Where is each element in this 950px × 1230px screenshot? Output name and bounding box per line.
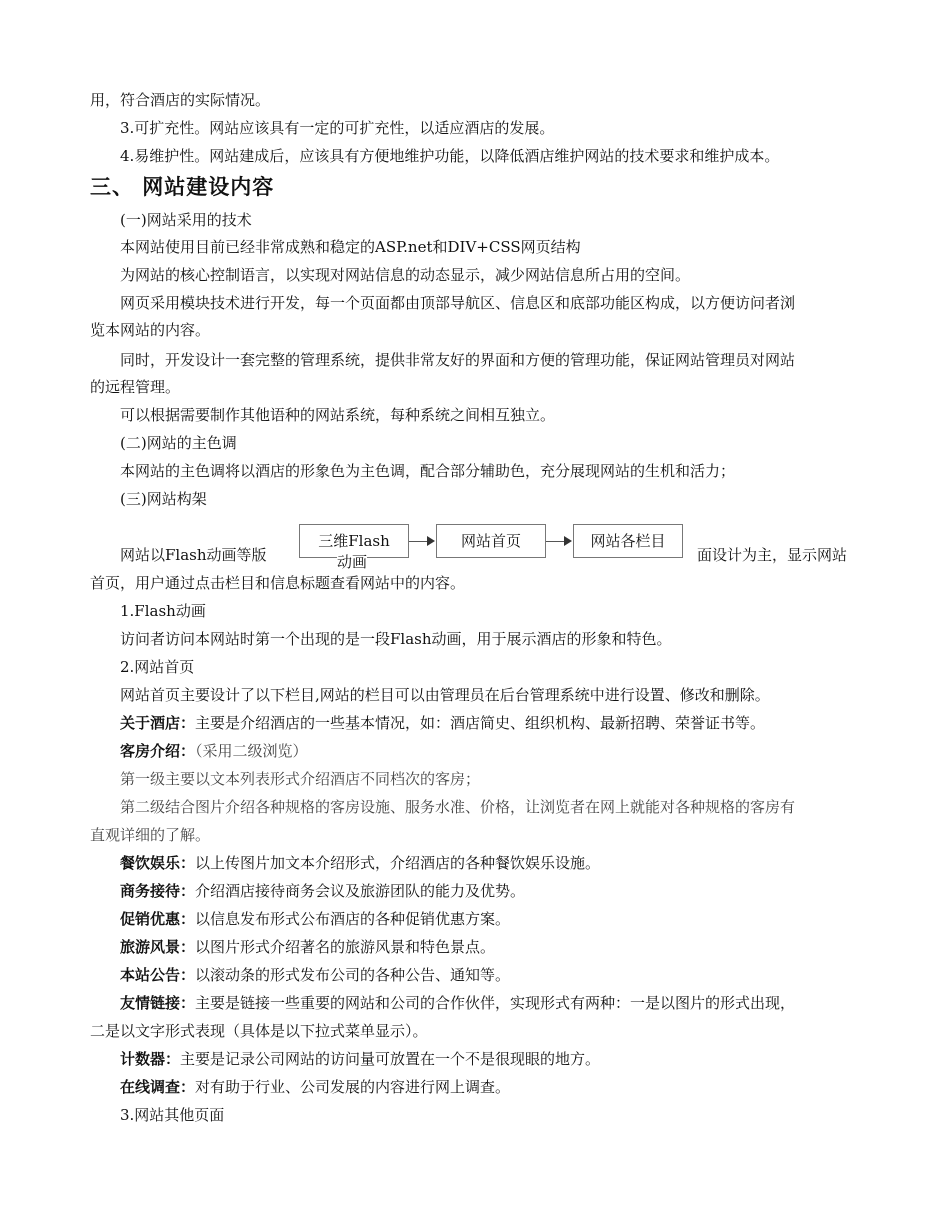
subheading-other-pages: 3.网站其他页面	[120, 1106, 225, 1124]
flow-arrowhead-1	[427, 536, 435, 546]
item-text: 对有助于行业、公司发展的内容进行网上调查。	[195, 1078, 511, 1096]
flow-arrowhead-2	[564, 536, 572, 546]
item-label: 关于酒店：	[120, 714, 196, 732]
flow-box-columns-label: 网站各栏目	[590, 532, 666, 550]
item-label: 计数器：	[120, 1050, 181, 1068]
flow-arrow-2	[546, 541, 564, 542]
paragraph-continuation: 用，符合酒店的实际情况。	[90, 91, 271, 109]
item-survey	[120, 1077, 510, 1097]
item-text: 主要是记录公司网站的访问量可放置在一个不是很现眼的地方。	[180, 1050, 601, 1068]
item-rooms	[120, 741, 308, 761]
flow-box-flash-label: 三维Flash	[318, 532, 390, 550]
item-label: 旅游风景：	[120, 938, 196, 956]
subheading-flash: 1.Flash动画	[120, 602, 206, 620]
item-label: 商务接待：	[120, 882, 196, 900]
item-label: 餐饮娱乐：	[120, 854, 196, 872]
item-about-hotel	[120, 713, 765, 733]
item-label: 客房介绍：	[120, 742, 196, 760]
item-text: 介绍酒店接待商务会议及旅游团队的能力及优势。	[195, 882, 526, 900]
paragraph-architecture-end: 面设计为主，显示网站	[697, 546, 848, 564]
subheading-technology: (一)网站采用的技术	[120, 211, 252, 229]
item-dining	[120, 853, 600, 873]
paragraph-tech-4: 同时，开发设计一套完整的管理系统，提供非常友好的界面和方便的管理功能，保证网站管理员对网站	[120, 351, 796, 369]
flow-box-columns	[573, 524, 683, 558]
item-links-cont: 二是以文字形式表现（具体是以下拉式菜单显示）。	[90, 1022, 428, 1040]
paragraph-architecture-start: 网站以Flash动画等版	[120, 546, 267, 564]
subheading-homepage: 2.网站首页	[120, 658, 195, 676]
paragraph-tech-3: 网页采用模块技术进行开发，每一个页面都由顶部导航区、信息区和底部功能区构成，以方便访问者浏	[120, 294, 796, 312]
item-announcement	[120, 965, 510, 985]
item-text: 以图片形式介绍著名的旅游风景和特色景点。	[195, 938, 496, 956]
flow-box-home	[436, 524, 546, 558]
item-label: 本站公告：	[120, 966, 196, 984]
item-label: 促销优惠：	[120, 910, 196, 928]
paragraph-tech-1: 本网站使用目前已经非常成熟和稳定的ASP.net和DIV+CSS网页结构	[120, 238, 581, 256]
item-business	[120, 881, 525, 901]
item-text: 以上传图片加文本介绍形式，介绍酒店的各种餐饮娱乐设施。	[195, 854, 601, 872]
rooms-level-1: 第一级主要以文本列表形式介绍酒店不同档次的客房；	[120, 770, 481, 788]
paragraph-homepage: 网站首页主要设计了以下栏目,网站的栏目可以由管理员在后台管理系统中进行设置、修改和删除。	[120, 686, 770, 704]
flow-box-flash-label-2: 动画	[337, 553, 368, 571]
paragraph-architecture-cont: 首页，用户通过点击栏目和信息标题查看网站中的内容。	[90, 574, 466, 592]
subheading-color: (二)网站的主色调	[120, 434, 237, 452]
item-label: 友情链接：	[120, 994, 196, 1012]
subheading-architecture: (三)网站构架	[120, 490, 207, 508]
paragraph-tech-4-cont: 的远程管理。	[90, 378, 181, 396]
item-text: 主要是介绍酒店的一些基本情况，如：酒店简史、组织机构、最新招聘、荣誉证书等。	[195, 714, 766, 732]
flow-box-home-label: 网站首页	[460, 532, 521, 550]
rooms-level-2: 第二级结合图片介绍各种规格的客房设施、服务水准、价格，让浏览者在网上就能对各种规格的客房有	[120, 798, 796, 816]
item-text: 主要是链接一些重要的网站和公司的合作伙伴，实现形式有两种：一是以图片的形式出现，	[195, 994, 796, 1012]
item-counter	[120, 1049, 600, 1069]
item-text: 以滚动条的形式发布公司的各种公告、通知等。	[195, 966, 511, 984]
item-text: 以信息发布形式公布酒店的各种促销优惠方案。	[195, 910, 511, 928]
paragraph-tech-3-cont: 览本网站的内容。	[90, 321, 211, 339]
paragraph-scalability: 3.可扩充性。网站应该具有一定的可扩充性，以适应酒店的发展。	[120, 119, 555, 137]
rooms-level-2-cont: 直观详细的了解。	[90, 826, 211, 844]
flow-arrow-1	[409, 541, 427, 542]
section-heading: 三、 网站建设内容	[90, 175, 275, 199]
paragraph-color: 本网站的主色调将以酒店的形象色为主色调，配合部分辅助色，充分展现网站的生机和活力；	[120, 462, 736, 480]
paragraph-tech-5: 可以根据需要制作其他语种的网站系统，每种系统之间相互独立。	[120, 406, 556, 424]
item-text: （采用二级浏览）	[195, 742, 308, 760]
item-links	[120, 993, 795, 1013]
item-label: 在线调查：	[120, 1078, 196, 1096]
paragraph-flash: 访问者访问本网站时第一个出现的是一段Flash动画，用于展示酒店的形象和特色。	[120, 630, 672, 648]
item-promotion	[120, 909, 510, 929]
paragraph-maintainability: 4.易维护性。网站建成后，应该具有方便地维护功能，以降低酒店维护网站的技术要求和维护成本。	[120, 147, 780, 165]
item-scenery	[120, 937, 495, 957]
paragraph-tech-2: 为网站的核心控制语言，以实现对网站信息的动态显示，减少网站信息所占用的空间。	[120, 266, 691, 284]
